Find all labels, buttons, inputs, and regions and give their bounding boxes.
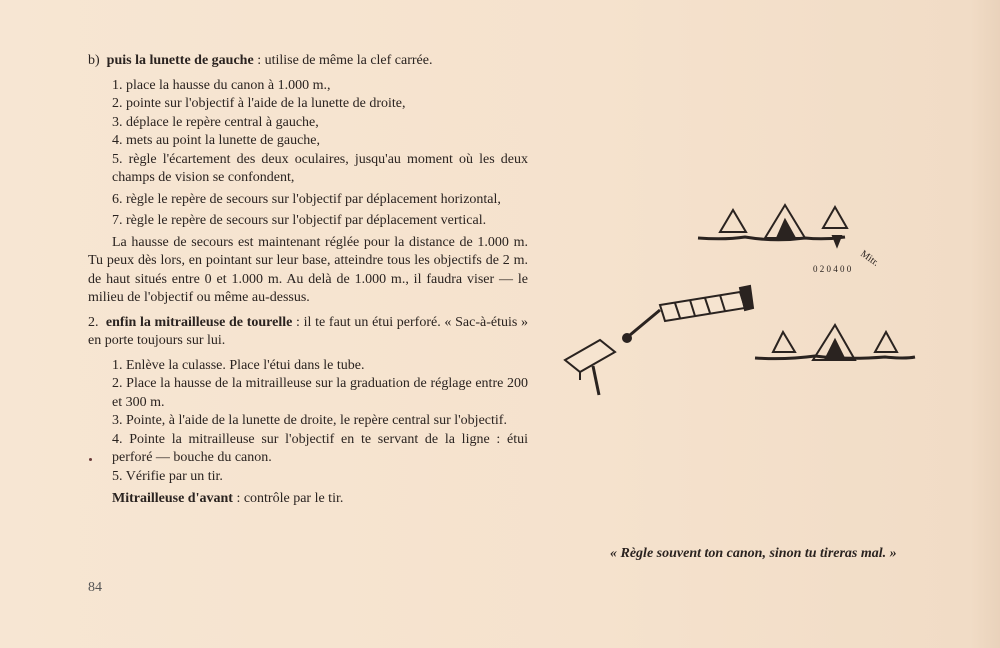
section-b-label: b) xyxy=(88,53,100,68)
step-b-4: 4. mets au point la lunette de gauche, xyxy=(112,133,320,148)
ink-speck xyxy=(89,458,92,461)
text-column xyxy=(88,52,528,509)
telescope xyxy=(623,286,753,342)
final-line-rest: : contrôle par le tir. xyxy=(232,491,344,506)
scale-label: 0 2 0 4 0 0 xyxy=(813,264,852,274)
step-2-2: 2. Place la hausse de la mitrailleuse sur la graduation de réglage entre 200 et 300 m. xyxy=(112,376,528,410)
step-b-1: 1. place la hausse du canon à 1.000 m., xyxy=(112,77,331,93)
upper-target-view xyxy=(698,205,847,246)
section-b-title: puis la lunette de gauche xyxy=(106,53,254,68)
figure-caption: « Règle souvent ton canon, sinon tu tireras mal. » xyxy=(610,546,897,561)
step-b-2: 2. pointe sur l'objectif à l'aide de la lunette de droite, xyxy=(112,96,406,111)
step-b-6: 6. règle le repère de secours sur l'objectif par déplacement horizontal, xyxy=(112,191,501,207)
section-2-rest: : il te faut un étui perforé. « Sac-à-étuis » en porte toujours sur lui. xyxy=(88,314,528,348)
square-key xyxy=(565,340,615,395)
lower-target-view xyxy=(755,325,915,360)
section-b-heading xyxy=(88,52,528,71)
section-2-label: 2. xyxy=(88,314,99,330)
final-line-title: Mitrailleuse d'avant xyxy=(112,491,233,506)
body-paragraph: La hausse de secours est maintenant réglée pour la distance de 1.000 m. Tu peux dès lors, en pointant sur leur base, atteindre tous les objectifs de 2 m. de haut situés entre 0 et 1.000 m. Au delà de 1.000 m., il faudra viser — le milieu de l'objectif ou même au-dessus. xyxy=(88,234,528,305)
sight-illustration xyxy=(555,180,935,400)
final-line xyxy=(88,490,528,509)
step-2-3: 3. Pointe, à l'aide de la lunette de droite, le repère central sur l'objectif. xyxy=(112,413,507,428)
step-2-1: 1. Enlève la culasse. Place l'étui dans le tube. xyxy=(112,357,365,373)
section-b-rest: : utilise de même la clef carrée. xyxy=(253,53,433,68)
mtr-label: Mitr. xyxy=(858,248,881,269)
section-2-title: enfin la mitrailleuse de tourelle xyxy=(105,314,293,330)
step-2-4: 4. Pointe la mitrailleuse sur l'objectif en te servant de la ligne : étui perforé — bouche du canon. xyxy=(112,431,528,465)
step-b-3: 3. déplace le repère central à gauche, xyxy=(112,114,319,130)
section-2-heading xyxy=(88,314,528,351)
step-2-5: 5. Vérifie par un tir. xyxy=(112,468,223,484)
step-b-5: 5. règle l'écartement des deux oculaires, jusqu'au moment où les deux champs de vision se confondent, xyxy=(112,151,528,185)
step-b-7: 7. règle le repère de secours sur l'objectif par déplacement vertical. xyxy=(112,213,487,228)
page-number: 84 xyxy=(88,580,102,595)
